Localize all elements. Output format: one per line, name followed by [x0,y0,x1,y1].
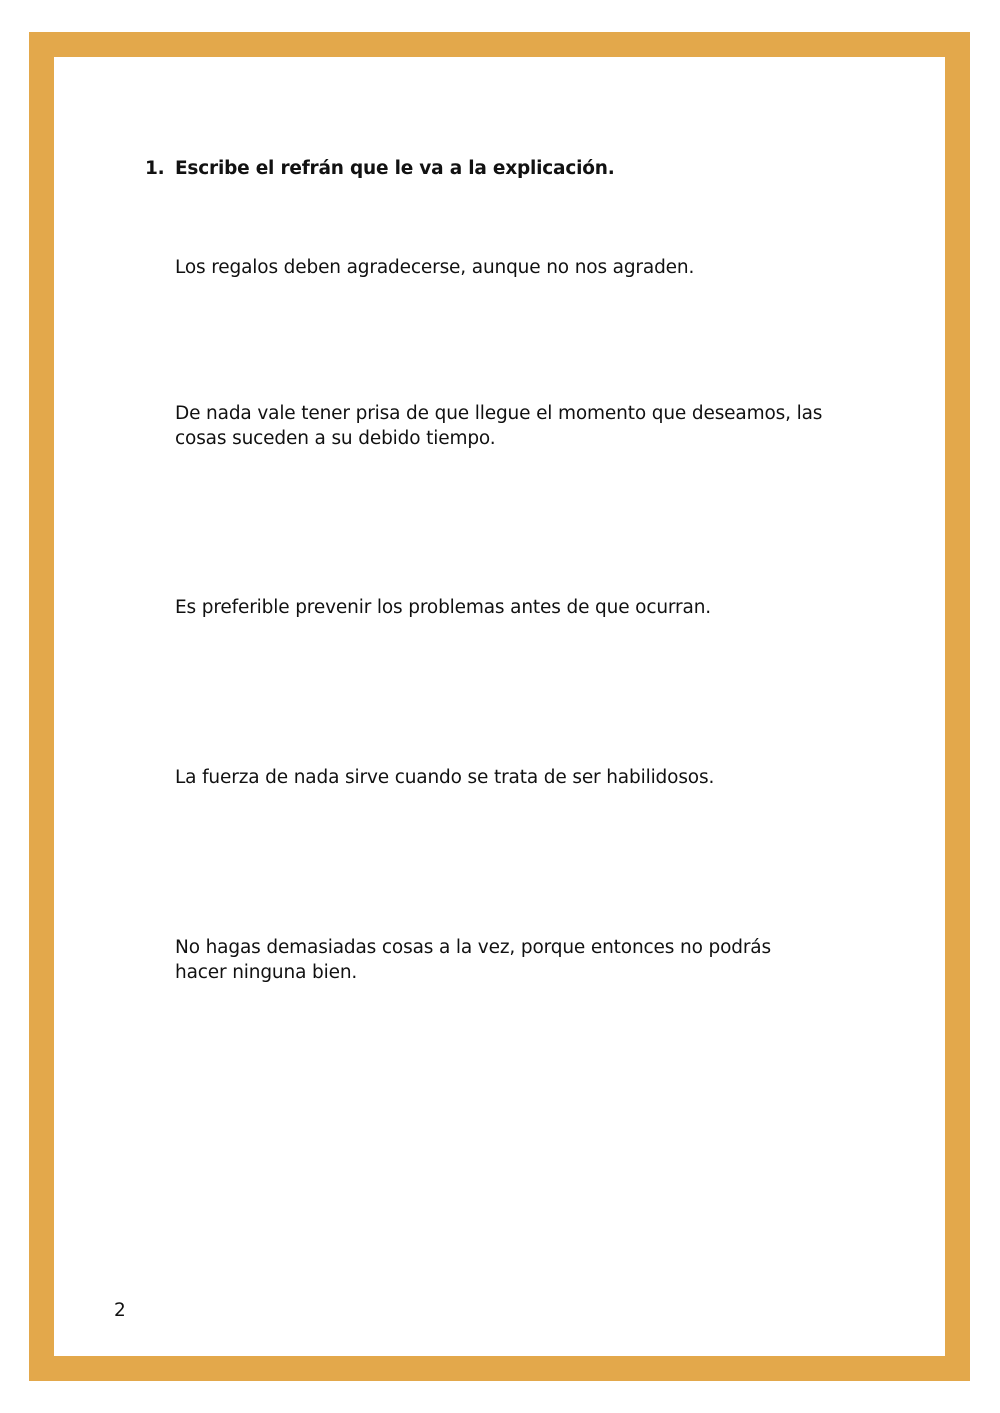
page-number: 2 [114,1300,126,1321]
exercise-instruction: Escribe el refrán que le va a la explicación. [175,158,615,179]
explanation-4: La fuerza de nada sirve cuando se trata de ser habilidosos. [175,767,715,788]
explanation-3: Es preferible prevenir los problemas antes de que ocurran. [175,597,712,618]
explanation-2: De nada vale tener prisa de que llegue el momento que deseamos, las cosas suceden a su debido tiempo. [175,403,823,449]
page-content-area [54,57,945,1356]
explanation-1: Los regalos deben agradecerse, aunque no nos agraden. [175,257,695,278]
exercise-number: 1. [145,158,165,179]
exercise-heading [145,158,615,179]
explanation-5: No hagas demasiadas cosas a la vez, porque entonces no podrás hacer ninguna bien. [175,937,771,983]
